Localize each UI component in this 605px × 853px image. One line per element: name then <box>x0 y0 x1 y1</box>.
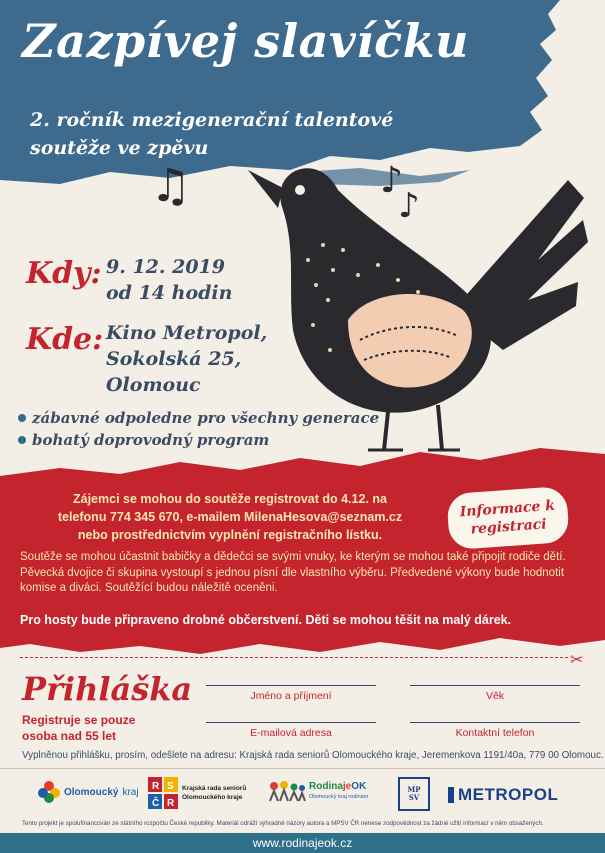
email-field[interactable] <box>206 722 376 723</box>
name-field-label: Jméno a příjmení <box>250 690 332 702</box>
mpsv-logo: MPSV <box>398 777 430 811</box>
subtitle-line: 2. ročník mezigenerační talentové <box>30 109 394 131</box>
feature-list <box>18 407 379 451</box>
poster-subtitle <box>30 106 430 162</box>
where-label: Kde: <box>26 322 104 357</box>
family-figures-icon <box>268 781 306 803</box>
event-date: 9. 12. 2019 <box>106 256 226 278</box>
svg-text:Č: Č <box>152 798 160 809</box>
refreshment-note: Pro hosty bude připraveno drobné občerstvení. Děti se mohou těšit na malý dárek. <box>20 613 512 627</box>
form-note: Registruje se pouze osoba nad 55 let <box>22 713 136 743</box>
registration-info: Zájemci se mohou do soutěže registrovat do 4.12. na telefonu 774 345 670, e-mailem MilenaHesova@seznam.cz nebo prostřednictvím vyplnění registračního lístku. <box>57 492 403 542</box>
scissors-icon: ✂ <box>570 650 584 669</box>
name-field[interactable] <box>206 685 376 686</box>
event-time: od 14 hodin <box>106 282 233 304</box>
svg-text:S: S <box>167 781 174 792</box>
footer-url[interactable]: www.rodinajeok.cz <box>0 833 605 853</box>
cut-line <box>20 657 568 658</box>
subtitle-line: soutěže ve zpěvu <box>30 137 209 159</box>
phone-field[interactable] <box>410 722 580 723</box>
feature-item: bohatý doprovodný program <box>18 429 379 451</box>
rscr-logo: R S Č R Krajská rada seniorů Olomouckého kraje <box>148 777 246 809</box>
registration-info-badge: Informace k registraci <box>444 484 572 553</box>
age-field-label: Věk <box>485 690 505 702</box>
olomoucky-kraj-logo: Olomoucký kraj <box>38 781 139 803</box>
kino-metropol-logo: METROPOL <box>448 785 558 805</box>
music-note-icon: ♫ <box>150 158 192 212</box>
svg-text:R: R <box>167 798 175 809</box>
funding-disclaimer: Tento projekt je spolufinancován ze státního rozpočtu České republiky. Materiál odráží výhradně názory autora a MPSV ČR nenese zodpovědnost za žádné užití informací v něm obsažených. <box>22 820 544 827</box>
rodinajeok-logo: RodinajeOK Olomoucký kraj rodinám <box>268 781 368 803</box>
form-title: Přihláška <box>22 670 193 708</box>
poster-title: Zazpívej slavíčku <box>22 14 470 68</box>
rules-paragraph: Soutěže se mohou účastnit babičky a dědečci se svými vnuky, ke kterým se mohou také připojit rodiče dětí. Pěvecká dvojice či skupina vystoupí s jednou písní dle vlastního výběru. Předvedené výkony bude hodnotit komise a diváci. Soutěžící budou náležitě oceněni. <box>20 551 566 594</box>
venue-line: Olomouc <box>106 374 201 396</box>
partner-logos <box>0 768 605 817</box>
music-note-icon: ♪ <box>380 160 403 201</box>
feature-item: zábavné odpoledne pro všechny generace <box>18 407 379 429</box>
when-value <box>106 254 232 306</box>
where-value <box>106 320 267 398</box>
phone-field-label: Kontaktní telefon <box>455 727 535 739</box>
music-note-icon: ♪ <box>398 186 420 226</box>
email-field-label: E-mailová adresa <box>250 727 332 739</box>
rscr-mark-icon <box>148 777 178 809</box>
mailing-address: Vyplněnou přihlášku, prosím, odešlete na adresu: Krajská rada seniorů Olomouckého kraje, Jeremenkova 1191/40a, 779 00 Olomouc. <box>22 750 604 761</box>
metropol-bar-icon <box>448 787 454 803</box>
age-field[interactable] <box>410 685 580 686</box>
region-flower-icon <box>38 781 60 803</box>
when-label: Kdy: <box>26 256 102 291</box>
bullet-dot-icon <box>18 414 26 422</box>
svg-text:R: R <box>152 781 160 792</box>
venue-line: Kino Metropol, <box>106 322 268 344</box>
bullet-dot-icon <box>18 436 26 444</box>
venue-line: Sokolská 25, <box>106 348 242 370</box>
